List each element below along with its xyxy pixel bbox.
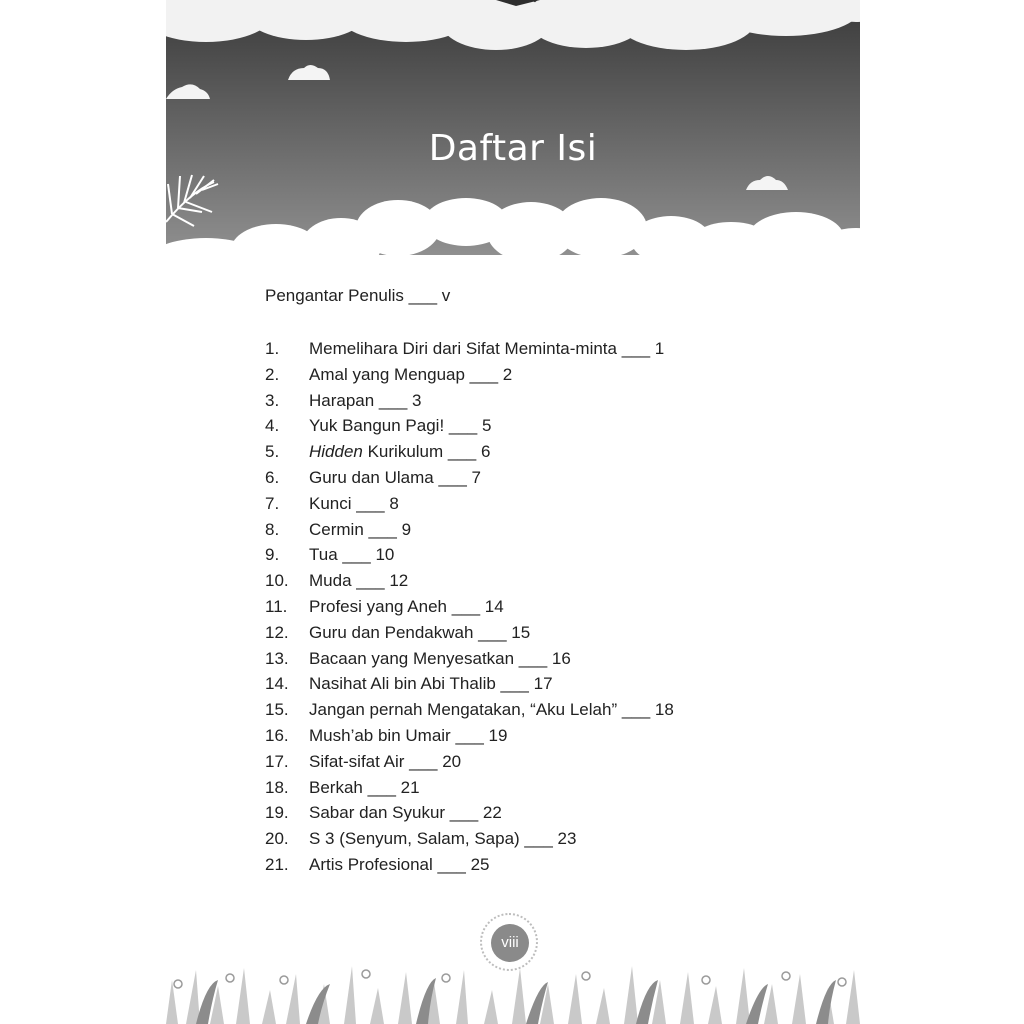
- toc-text: Sabar dan Syukur ___ 22: [309, 803, 502, 823]
- toc-text: Bacaan yang Menyesatkan ___ 16: [309, 648, 571, 668]
- toc-entry: [265, 362, 825, 388]
- toc-entry: [265, 697, 825, 723]
- toc-entry: [265, 594, 825, 620]
- toc-entry: [265, 336, 825, 362]
- toc-text: Cermin ___ 9: [309, 519, 412, 539]
- toc-number: 5.: [265, 442, 280, 462]
- toc-number: 9.: [265, 545, 280, 565]
- toc-entry: [265, 620, 825, 646]
- grass-flowers-icon: [166, 950, 860, 1024]
- toc-entry: [265, 852, 825, 878]
- toc-text: Muda ___ 12: [309, 571, 409, 591]
- page-title: Daftar Isi: [428, 128, 598, 169]
- toc-text: Artis Profesional ___ 25: [309, 854, 490, 874]
- toc-number: 3.: [265, 390, 280, 410]
- toc-entry: [265, 826, 825, 852]
- table-of-contents: [265, 336, 825, 878]
- toc-entry: [265, 671, 825, 697]
- toc-number: 11.: [265, 596, 288, 616]
- toc-entry: [265, 542, 825, 568]
- toc-text: Harapan ___ 3: [309, 390, 422, 410]
- toc-text: [309, 439, 490, 465]
- toc-entry: [265, 491, 825, 517]
- toc-number: 10.: [265, 571, 289, 591]
- toc-text: Sifat-sifat Air ___ 20: [309, 751, 462, 771]
- page-number-badge: viii: [491, 924, 529, 962]
- toc-text: Profesi yang Aneh ___ 14: [309, 596, 504, 616]
- toc-italic-word: Hidden: [309, 442, 363, 462]
- toc-text: Yuk Bangun Pagi! ___ 5: [309, 416, 492, 436]
- toc-text: S 3 (Senyum, Salam, Sapa) ___ 23: [309, 829, 577, 849]
- footer-grass-illustration: [166, 950, 860, 1024]
- toc-number: 12.: [265, 622, 289, 642]
- toc-entry: [265, 749, 825, 775]
- toc-entry: [265, 800, 825, 826]
- toc-text: Jangan pernah Mengatakan, “Aku Lelah” ___ 18: [309, 700, 674, 720]
- toc-entry: [265, 775, 825, 801]
- toc-text: Berkah ___ 21: [309, 777, 420, 797]
- toc-entry: [265, 465, 825, 491]
- toc-number: 19.: [265, 803, 289, 823]
- toc-number: 18.: [265, 777, 289, 797]
- toc-text: Amal yang Menguap ___ 2: [309, 364, 513, 384]
- toc-text: Kunci ___ 8: [309, 493, 399, 513]
- toc-number: 21.: [265, 854, 289, 874]
- toc-entry: [265, 517, 825, 543]
- toc-text-rest: Kurikulum ___ 6: [362, 442, 491, 462]
- toc-entry: [265, 723, 825, 749]
- toc-intro-entry: Pengantar Penulis ___ v: [265, 286, 451, 305]
- toc-number: 7.: [265, 493, 280, 513]
- toc-number: 13.: [265, 648, 289, 668]
- toc-text: Guru dan Ulama ___ 7: [309, 467, 481, 487]
- toc-number: 8.: [265, 519, 280, 539]
- toc-entry: [265, 388, 825, 414]
- toc-number: 1.: [265, 339, 280, 358]
- toc-text: Mush’ab bin Umair ___ 19: [309, 725, 508, 745]
- toc-text: Guru dan Pendakwah ___ 15: [309, 622, 531, 642]
- toc-number: 14.: [265, 674, 289, 694]
- book-page: [166, 0, 860, 1024]
- toc-number: 6.: [265, 467, 280, 487]
- toc-entry: [265, 413, 825, 439]
- toc-number: 2.: [265, 364, 280, 384]
- toc-number: 15.: [265, 700, 289, 720]
- toc-text: Nasihat Ali bin Abi Thalib ___ 17: [309, 674, 553, 694]
- toc-entry: [265, 646, 825, 672]
- toc-number: 17.: [265, 751, 289, 771]
- toc-entry: [265, 439, 825, 465]
- toc-number: 4.: [265, 416, 280, 436]
- toc-number: 16.: [265, 725, 289, 745]
- toc-text: Tua ___ 10: [309, 545, 395, 565]
- toc-entry: [265, 568, 825, 594]
- toc-number: 20.: [265, 829, 289, 849]
- toc-text: Memelihara Diri dari Sifat Meminta-minta ___ 1: [309, 339, 665, 358]
